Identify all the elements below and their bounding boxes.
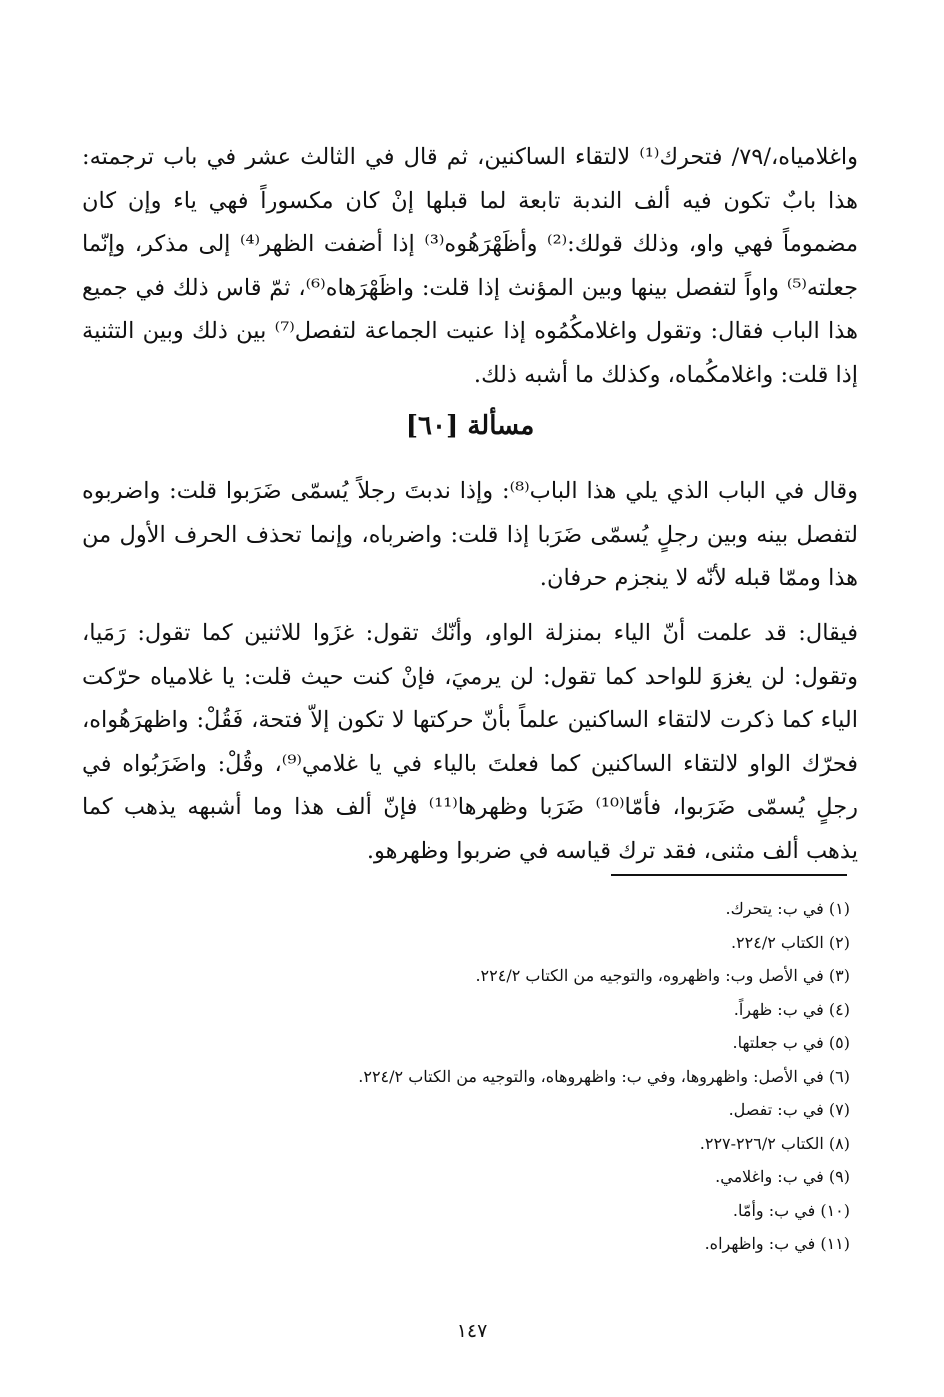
section-heading: مسألة [٦٠]	[405, 411, 535, 441]
footnote-item: (٤) في ب: ظهراً.	[733, 999, 850, 1019]
footnote-item: (٨) الكتاب ٢٢٦/٢-٢٢٧.	[699, 1133, 850, 1153]
footnote-item: (٣) في الأصل وب: واظهروه، والتوجيه من الكتاب ٢٢٤/٢.	[475, 966, 850, 985]
body-paragraph-1: واغلامياه،/٧٩/ فتحرك⁽¹⁾ لالتقاء الساكنين، ثم قال في الثالث عشر في باب ترجمته: هذا بابٌ تكون فيه ألف الندبة تابعة لما قبلها إنْ كان مكسوراً فهي ياء وإن كان مضموماً فهي واو، وذلك قولك:⁽²⁾ وأظَهْرَهُوه⁽³⁾ إذا أضفت الظهر⁽⁴⁾ إلى مذكر، وإنّما جعلته⁽⁵⁾ واواً لتفصل بينها وبين المؤنث إذا قلت: واظَهْرَهاه⁽⁶⁾، ثمّ قاس ذلك في جميع هذا الباب فقال: وتقول واغلامكُمُوه إذا عنيت الجماعة لتفصل⁽⁷⁾ بين ذلك وبين التثنية إذا قلت: واغلامكُماه، وكذلك ما أشبه ذلك.	[82, 144, 858, 388]
footnote-item: (٦) في الأصل: واظهروها، وفي ب: واظهروهاه، والتوجيه من الكتاب ٢٢٤/٢.	[358, 1066, 850, 1086]
footnote-item: (٢) الكتاب ٢٢٤/٢.	[730, 932, 850, 952]
body-paragraph-2: وقال في الباب الذي يلي هذا الباب⁽⁸⁾: وإذا ندبتَ رجلاً يُسمّى ضَرَبوا قلت: واضربوه لتفصل بينه وبين رجلٍ يُسمّى ضَرَبا إذا قلت: واضرباه، وإنما تحذف الحرف الأول من هذا وممّا قبله لأنّه لا ينجزم حرفان.	[82, 478, 858, 591]
footnote-item: (٧) في ب: تفصل.	[728, 1100, 850, 1119]
footnote-item: (١) في ب: يتحرك.	[725, 899, 850, 918]
footnote-divider	[611, 874, 847, 876]
footnote-item: (١١) في ب: واظهراه.	[704, 1234, 850, 1253]
footnote-item: (٥) في ب جعلتها.	[732, 1033, 850, 1052]
page-number: ١٤٧	[456, 1320, 488, 1342]
footnote-item: (٩) في ب: واغلامي.	[715, 1167, 850, 1186]
footnotes-list	[82, 892, 850, 1261]
footnote-item: (١٠) في ب: وأمّا.	[732, 1200, 850, 1220]
body-paragraph-3: فيقال: قد علمت أنّ الياء بمنزلة الواو، وأنّك تقول: غزَوا للاثنين كما تقول: رَمَيا، وتقول: لن يغزوَ للواحد كما تقول: لن يرميَ، فإنْ كنت حيث قلت: يا غلامياه حرّكت الياء كما ذكرت لالتقاء الساكنين علماً بأنّ حركتها لا تكون إلاّ فتحة، فَقُلْ: واظهرَهُواه، فحرّك الواو لالتقاء الساكنين كما فعلتَ بالياء في يا غلامي⁽⁹⁾، وقُلْ: واضَرَبُواه في رجلٍ يُسمّى ضَرَبوا، فأمّا⁽¹⁰⁾ ضَرَبا وظهرها⁽¹¹⁾ فإنّ ألف هذا وما أشبهه يذهب كما يذهب ألف مثنى، فقد ترك قياسه في ضربوا وظهرهو.	[82, 620, 858, 864]
